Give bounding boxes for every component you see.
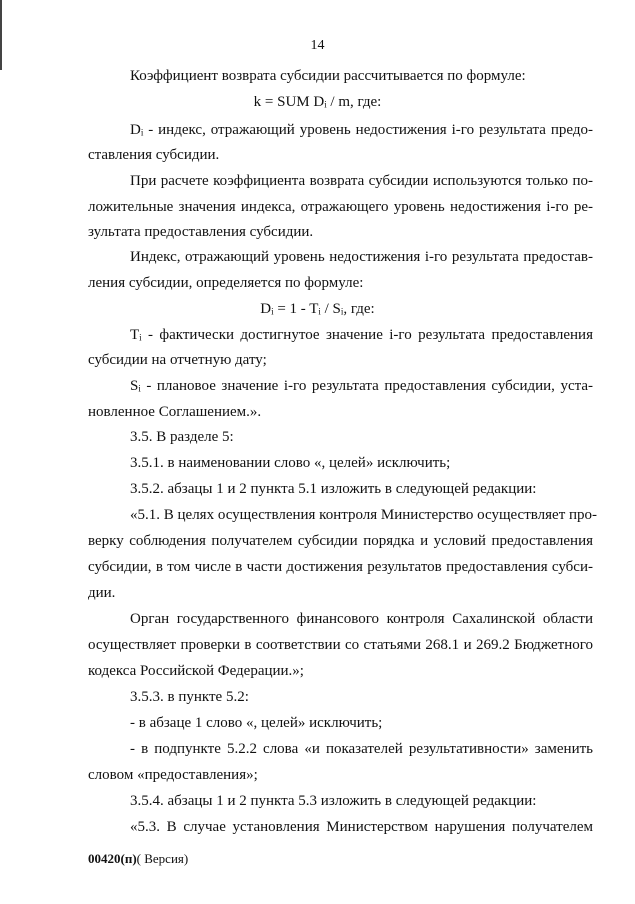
text-line: - в абзаце 1 слово «, целей» исключить; bbox=[130, 715, 383, 731]
text-line: ления субсидии, определяется по формуле: bbox=[88, 275, 364, 291]
text-line: «5.1. В целях осуществления контроля Министерство осуществляет про- bbox=[130, 507, 598, 523]
text-line: 3.5.4. абзацы 1 и 2 пункта 5.3 изложить в следующей редакции: bbox=[130, 793, 537, 809]
text-line: 3.5. В разделе 5: bbox=[130, 429, 234, 445]
text-line: верку соблюдения получателем субсидии порядка и условий предоставления bbox=[88, 533, 593, 549]
page-number: 14 bbox=[310, 38, 325, 53]
text-line: Коэффициент возврата субсидии рассчитывается по формуле: bbox=[130, 68, 526, 84]
text-line: Орган государственного финансового контроля Сахалинской области bbox=[130, 611, 593, 627]
text-line: При расчете коэффициента возврата субсидии используются только по- bbox=[130, 173, 593, 189]
formula-line: k = SUM Dᵢ / m, где: bbox=[253, 94, 382, 110]
text-line: осуществляет проверки в соответствии со статьями 268.1 и 269.2 Бюджетного bbox=[88, 637, 593, 653]
text-line: - в подпункте 5.2.2 слова «и показателей результативности» заменить bbox=[130, 741, 593, 757]
text-line: новленное Соглашением.». bbox=[88, 404, 262, 420]
text-line: Dᵢ - индекс, отражающий уровень недостижения i-го результата предо- bbox=[130, 122, 593, 138]
text-line: 3.5.2. абзацы 1 и 2 пункта 5.1 изложить в следующей редакции: bbox=[130, 481, 537, 497]
text-line: словом «предоставления»; bbox=[88, 767, 258, 783]
text-line: ставления субсидии. bbox=[88, 147, 220, 163]
text-line: Sᵢ - плановое значение i-го результата предоставления субсидии, уста- bbox=[130, 378, 593, 394]
text-line: Индекс, отражающий уровень недостижения i-го результата предостав- bbox=[130, 249, 593, 265]
text-line: 3.5.3. в пункте 5.2: bbox=[130, 689, 249, 705]
document-code: 00420(п) bbox=[88, 851, 137, 866]
text-line: 3.5.1. в наименовании слово «, целей» исключить; bbox=[130, 455, 451, 471]
text-line: дии. bbox=[88, 585, 116, 601]
text-line: субсидии на отчетную дату; bbox=[88, 352, 267, 368]
text-line: кодекса Российской Федерации.»; bbox=[88, 663, 304, 679]
scan-edge-mark bbox=[0, 0, 2, 70]
text-line: «5.3. В случае установления Министерством нарушения получателем bbox=[130, 819, 593, 835]
text-line: Tᵢ - фактически достигнутое значение i-го результата предоставления bbox=[130, 327, 593, 343]
text-line: зультата предоставления субсидии. bbox=[88, 224, 314, 240]
text-line: ложительные значения индекса, отражающего уровень недостижения i-го ре- bbox=[88, 199, 593, 215]
formula-line: Dᵢ = 1 - Tᵢ / Sᵢ, где: bbox=[260, 301, 375, 317]
text-line: субсидии, в том числе в части достижения результатов предоставления субси- bbox=[88, 559, 593, 575]
document-footer bbox=[88, 851, 188, 867]
document-version: ( Версия) bbox=[136, 851, 189, 866]
